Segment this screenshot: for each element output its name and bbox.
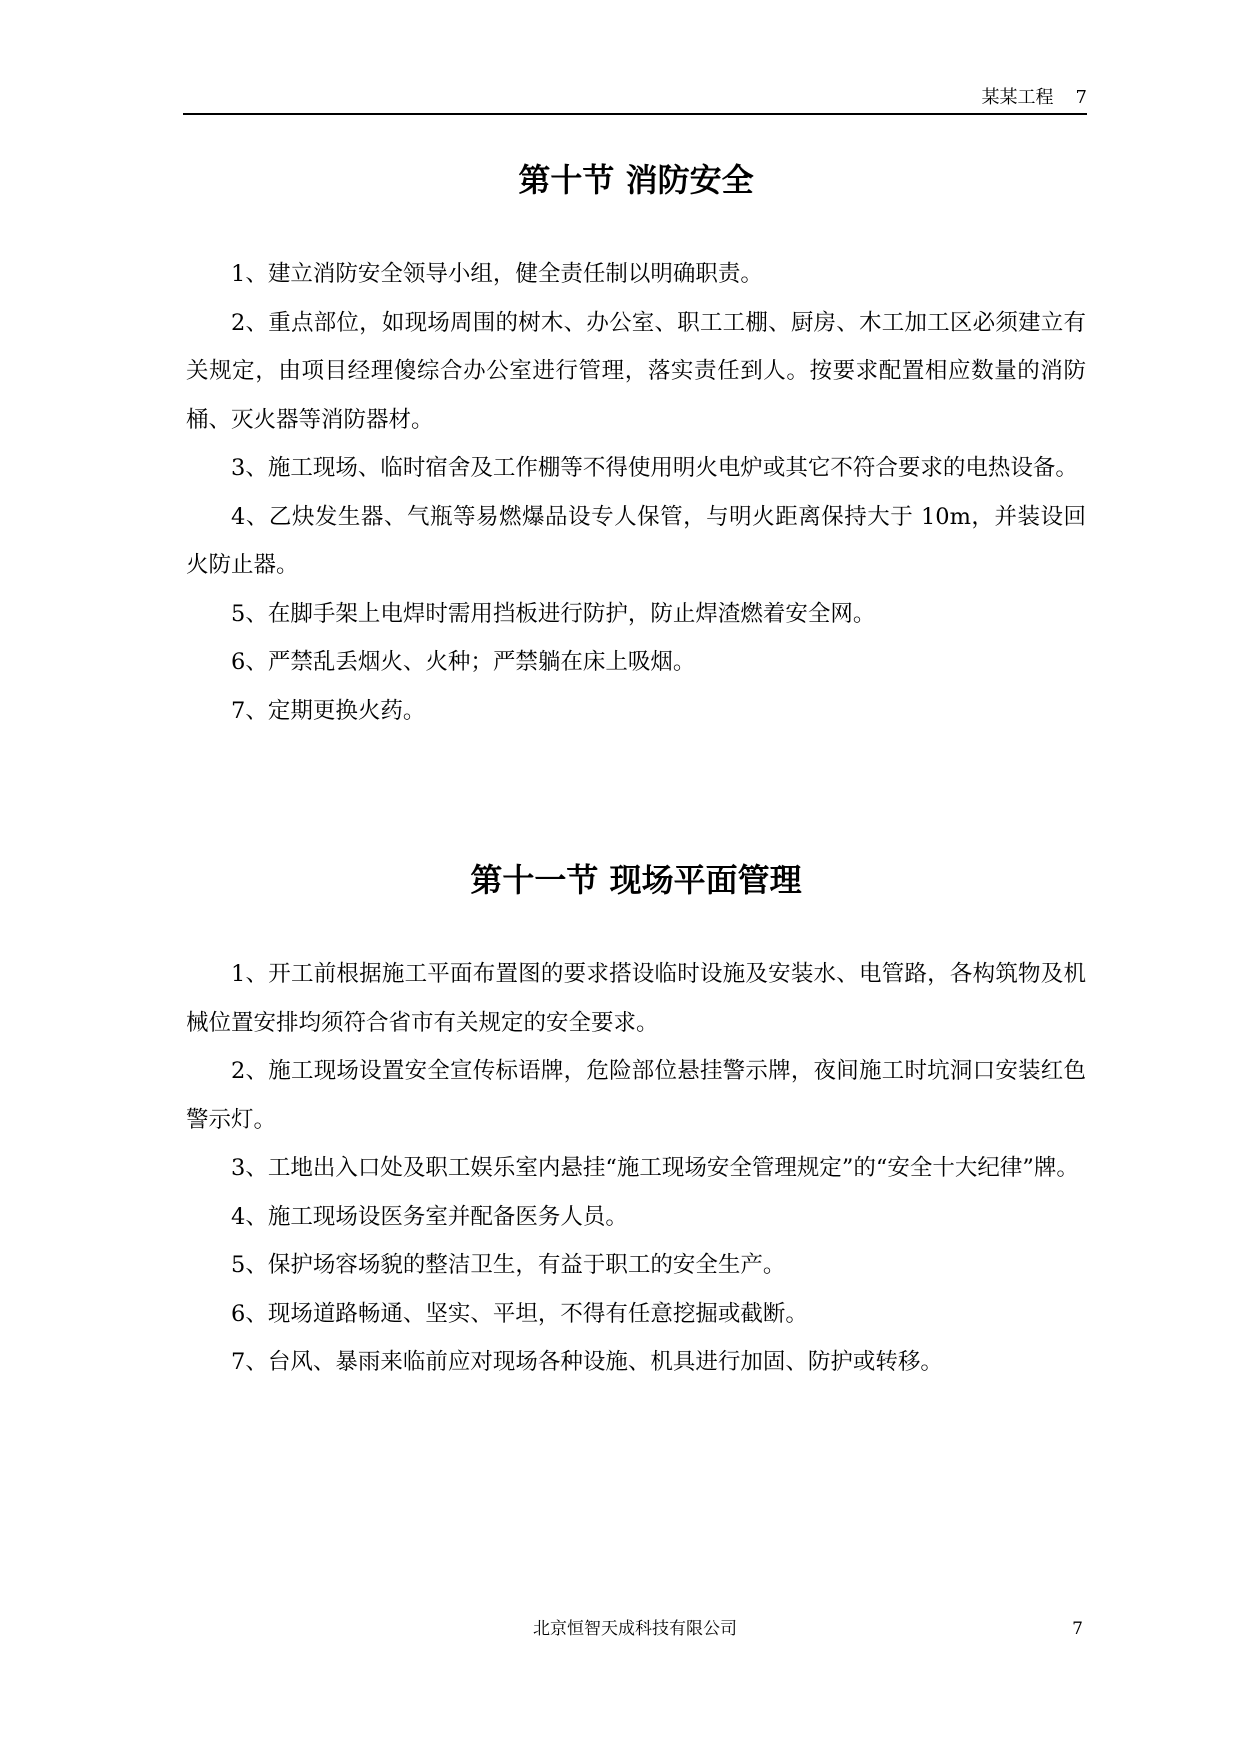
paragraph: 5、在脚手架上电焊时需用挡板进行防护，防止焊渣燃着安全网。 <box>231 600 876 627</box>
paragraph: 3、施工现场、临时宿舍及工作棚等不得使用明火电炉或其它不符合要求的电热设备。 <box>231 455 1078 481</box>
paragraph: 3、工地出入口处及职工娱乐室内悬挂“施工现场安全管理规定”的“安全十大纪律”牌。 <box>231 1155 1079 1181</box>
paragraph: 7、台风、暴雨来临前应对现场各种设施、机具进行加固、防护或转移。 <box>231 1349 943 1375</box>
paragraph: 7、定期更换火药。 <box>231 697 426 724</box>
paragraph: 1、开工前根据施工平面布置图的要求搭设临时设施及安装水、电管路，各构筑物及机械位置安排均须符合省市有关规定的安全要求。 <box>186 961 1086 1036</box>
paragraph: 6、现场道路畅通、坚实、平坦，不得有任意挖掘或截断。 <box>231 1300 808 1327</box>
paragraph: 2、重点部位，如现场周围的树木、办公室、职工工棚、厨房、木工加工区必须建立有关规定，由项目经理傻综合办公室进行管理，落实责任到人。按要求配置相应数量的消防桶、灭火器等消防器材。 <box>186 309 1086 433</box>
paragraph: 4、施工现场设医务室并配备医务人员。 <box>231 1203 628 1230</box>
paragraph: 5、保护场容场貌的整洁卫生，有益于职工的安全生产。 <box>231 1252 786 1278</box>
section-fire-safety <box>186 160 1086 735</box>
paragraph: 6、严禁乱丢烟火、火种；严禁躺在床上吸烟。 <box>231 649 696 675</box>
paragraph: 4、乙炔发生器、气瓶等易燃爆品设专人保管，与明火距离保持大于 10m，并装设回火防止器。 <box>186 503 1086 578</box>
page-header <box>183 85 1087 115</box>
footer-company: 北京恒智天成科技有限公司 <box>533 1619 737 1639</box>
footer-page-number: 7 <box>1072 1619 1083 1639</box>
section-title: 第十节 消防安全 <box>518 161 754 199</box>
section-title: 第十一节 现场平面管理 <box>470 861 802 899</box>
header-page-number: 7 <box>1075 87 1087 108</box>
paragraph: 1、建立消防安全领导小组，健全责任制以明确职责。 <box>231 261 763 287</box>
header-title: 某某工程 <box>981 87 1054 108</box>
paragraph: 2、施工现场设置安全宣传标语牌，危险部位悬挂警示牌，夜间施工时坑洞口安装红色警示灯。 <box>186 1058 1086 1133</box>
section-site-plan-management <box>186 860 1086 1387</box>
